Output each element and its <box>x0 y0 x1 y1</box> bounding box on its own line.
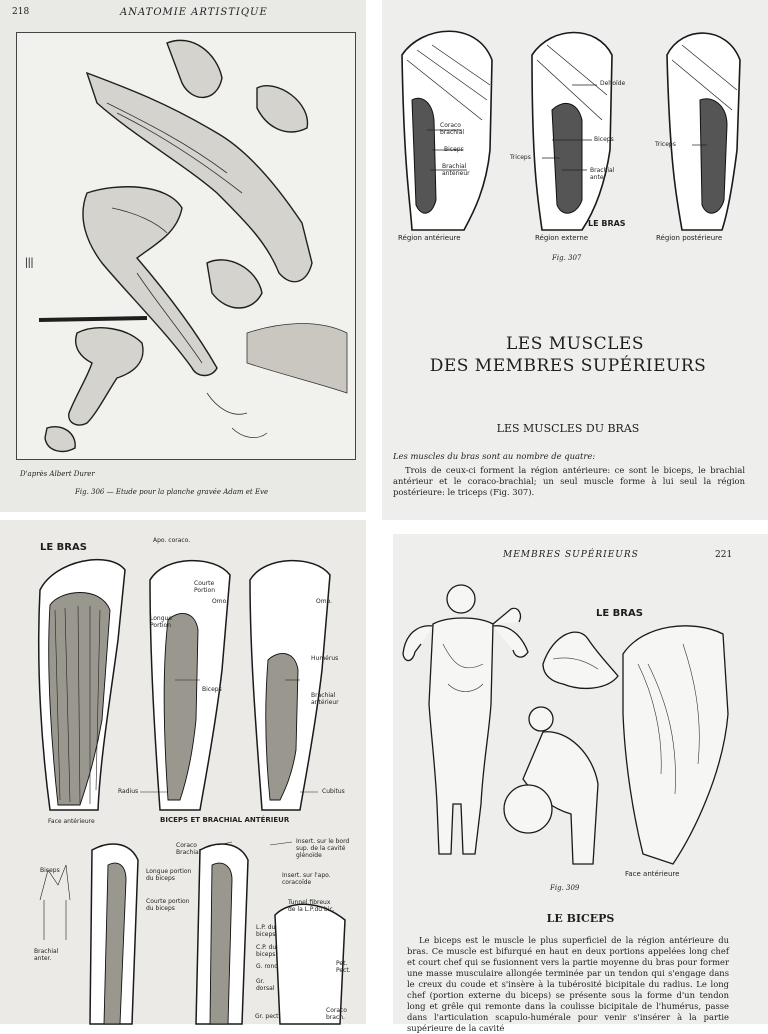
label-biceps: Biceps <box>202 686 222 693</box>
label-brachial-anterieur: Brachial antérieur <box>442 163 470 177</box>
running-head: ANATOMIE ARTISTIQUE <box>120 7 268 18</box>
label-apo-coraco: Apo. coraco. <box>153 537 191 544</box>
section-title-biceps: LE BICEPS <box>546 912 615 925</box>
label-brachial-anter-small: Brachial anter. <box>34 948 59 962</box>
intro-line: Les muscles du bras sont au nombre de quatre: <box>393 451 596 461</box>
label-biceps-brachial-title: BICEPS ET BRACHIAL ANTÉRIEUR <box>160 816 290 824</box>
figure-credit: D'après Albert Durer <box>20 470 95 478</box>
label-cubitus: Cubitus <box>322 788 345 795</box>
page-221 <box>393 534 768 1033</box>
label-humerus: Humérus <box>311 655 339 662</box>
label-g-rond: G. rond <box>256 963 279 970</box>
label-le-bras: LE BRAS <box>588 219 626 228</box>
page-number: 218 <box>12 7 30 17</box>
biceps-figures-illustration <box>393 564 768 894</box>
section-title: LES MUSCLES DU BRAS <box>496 422 640 435</box>
label-gr-pect: Gr. pect. <box>255 1013 281 1020</box>
body-paragraph: Trois de ceux-ci forment la région antérieure: ce sont le biceps, le brachial antérieur et le coraco-brachial; un seul muscle forme à lui seul la région postérieure: le triceps (Fig. 307). <box>393 465 745 497</box>
label-brachial-anter: Brachial anter <box>590 167 615 181</box>
label-pet-pect: Pet. Pect. <box>336 960 351 974</box>
label-face-anterieure: Face antérieure <box>48 818 95 825</box>
body-paragraph: Le biceps est le muscle le plus superficiel de la région antérieure du bras. Ce muscle est bifurqué en haut en deux portions appelées long chef et court chef qui se fusionnent vers la partie moyenne du bras pour former une masse musculaire allongée terminée par un tendon qui s'engage dans le creux du coude et s'insère à la tubérosité bicipitale du radius. Le long chef (portion externe du biceps) se présente sous la forme d'un tendon long et grêle qui remonte dans la coulisse bicipitale de l'humérus, passe dans l'articulation scapulo-humérale pour venir s'insérer à la partie supérieure de la cavité <box>407 935 729 1033</box>
label-deltoide: Deltoïde <box>600 80 626 87</box>
page-number: 221 <box>715 550 733 560</box>
label-courte-portion-biceps: Courte portion du biceps <box>146 898 190 912</box>
label-biceps-small: Biceps <box>40 867 60 874</box>
label-longue-portion: Longue Portion <box>150 615 173 629</box>
label-lp-biceps: L.P. du biceps <box>256 924 276 938</box>
label-triceps-right: Triceps <box>655 141 676 148</box>
page-218 <box>0 0 366 512</box>
region-anterieure: Région antérieure <box>398 234 461 242</box>
arm-muscle-regions-diagram <box>382 0 768 240</box>
label-omo-2: Omo. <box>316 598 333 605</box>
label-face-anterieure: Face antérieure <box>625 870 680 878</box>
region-posterieure: Région postérieure <box>656 234 723 242</box>
figure-caption: Fig. 306 — Etude pour la planche gravée Adam et Eve <box>75 488 269 496</box>
figure-caption-309: Fig. 309 <box>550 884 580 892</box>
svg-text:ꔖ: ꔖ <box>25 256 34 272</box>
running-head: MEMBRES SUPÉRIEURS <box>503 550 639 560</box>
label-brachial-anterieur: Brachial antérieur <box>311 692 339 706</box>
label-coraco-brachial: Coraco Brachial <box>176 842 201 856</box>
label-omo-1: Omo. <box>212 598 229 605</box>
plate-frame <box>16 32 356 460</box>
heading-le-bras: LE BRAS <box>40 542 87 553</box>
chapter-title-line1: LES MUSCLES <box>506 334 644 354</box>
label-longue-portion-biceps: Longue portion du biceps <box>146 868 192 882</box>
label-coraco-brachial: Coraco brachial <box>440 122 465 136</box>
figure-caption-307: Fig. 307 <box>552 254 582 262</box>
label-insert-bord: Insert. sur le bord sup. de la cavité glénoïde <box>296 838 350 859</box>
label-coraco-brach: Coraco brach. <box>326 1007 347 1021</box>
label-tunnel: Tunnel fibreux de la L.P.du bic. <box>288 899 335 913</box>
page-fig-307 <box>382 0 768 520</box>
page-le-bras-plates <box>0 520 366 1024</box>
label-cp-biceps: C.P. du biceps <box>256 944 277 958</box>
label-triceps-mid: Triceps <box>510 154 531 161</box>
label-biceps-left: Biceps <box>444 146 464 153</box>
label-le-bras: LE BRAS <box>596 608 643 619</box>
label-radius: Radius <box>118 788 139 795</box>
label-insert-apo: Insert. sur l'apo. coracoïde <box>282 872 331 886</box>
chapter-title-line2: DES MEMBRES SUPÉRIEURS <box>429 356 707 376</box>
durer-arm-studies-drawing <box>17 33 355 459</box>
label-biceps-mid: Biceps <box>594 136 614 143</box>
label-courte-portion: Courte Portion <box>194 580 216 594</box>
region-externe: Région externe <box>535 234 589 242</box>
label-gr-dorsal: Gr. dorsal <box>256 978 275 992</box>
